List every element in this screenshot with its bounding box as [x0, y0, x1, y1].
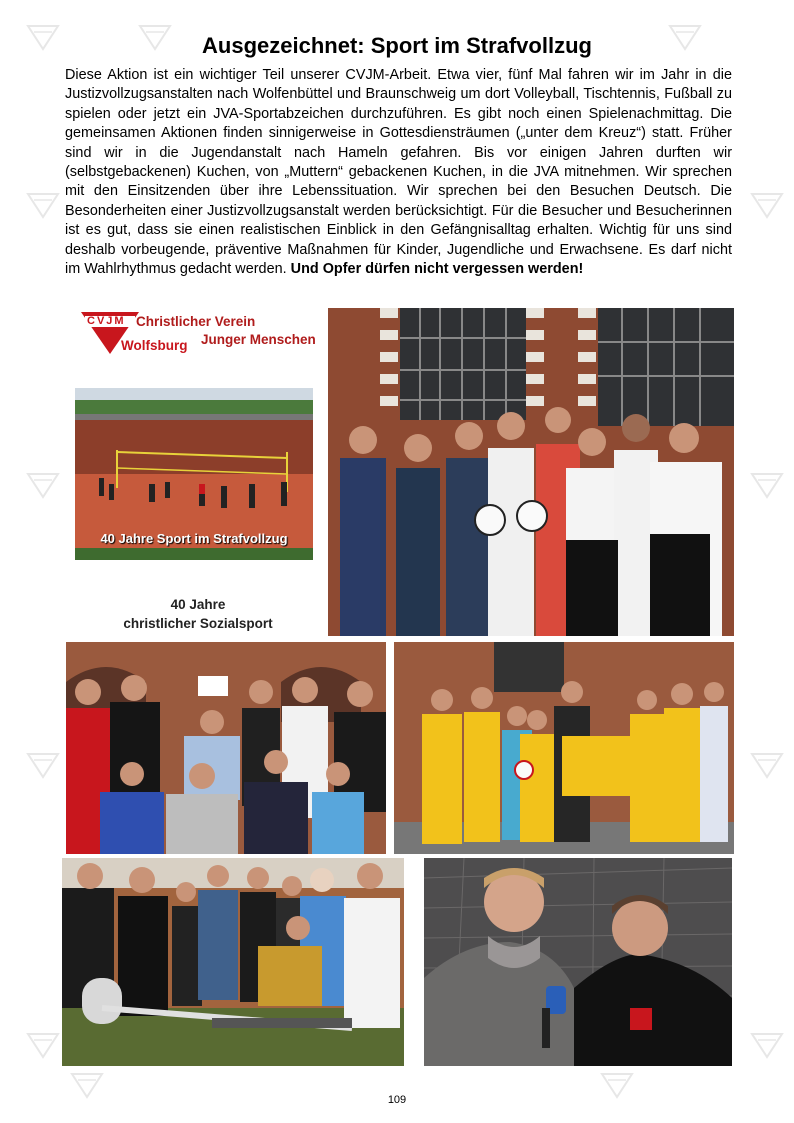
body-text: Diese Aktion ist ein wichtiger Teil unserer CVJM-Arbeit. Etwa vier, fünf Mal fahren wir im Jahr in die Justizvollzugsanstalten nach Wolfenbüttel und Braunschweig um dort Volleyball, Tischtennis, Fußball zu spielen oder jetzt ein JVA-Sportabzeichen durchzuführen. Es gibt noch einen Spielenachmittag. Die gemeinsamen Aktionen finden sinnigerweise in Gottesdiensträumen („unter dem Kreuz“) statt. Früher sind wir in die Jugendanstalt nach Hameln gefahren. Bis vor einigen Jahren durften wir (selbstgebackenen) Kuchen, von „Muttern“ gebackenen Kuchen, in die JVA mitnehmen. Wir sprechen mit den Einsitzenden über ihre Lebenssituation. Wir sprechen bei den Besuchen Deutsch. Die Besonderheiten einer Justizvollzugsanstalt werden berücksichtigt. Für die Besucher und Besucherinnen ist es gut, dass sie einen realistischen Einblick in den Gefängnisalltag erhalten. Wichtig für uns sind deshalb vorbeugende, präventive Maßnahmen für Kinder, Jugendliche und Erwachsene. Es darf nicht im Wahlrhythmus gedacht werden. [65, 67, 732, 278]
watermark-logo [26, 1030, 60, 1060]
watermark-logo [750, 190, 784, 220]
cover-subtitle-line1: 40 Jahre [170, 597, 226, 612]
watermark-logo [26, 190, 60, 220]
logo-letters: CVJM [87, 315, 126, 327]
logo-city: Wolfsburg [121, 338, 188, 353]
team-photo-balls [328, 308, 734, 636]
watermark-logo [26, 470, 60, 500]
watermark-logo [750, 470, 784, 500]
volleyball-court-photo [75, 388, 313, 560]
team-photo-rowing [62, 858, 404, 1066]
org-name-line2: Junger Menschen [201, 332, 316, 347]
watermark-logo [750, 750, 784, 780]
watermark-logo [750, 1030, 784, 1060]
team-photo-yellow-shirts [394, 642, 734, 854]
body-bold-statement: Und Opfer dürfen nicht vergessen werden! [290, 261, 584, 278]
page-number: 109 [387, 1094, 407, 1106]
watermark-logo [26, 750, 60, 780]
interview-photo [424, 858, 732, 1066]
page-title: Ausgezeichnet: Sport im Strafvollzug [202, 33, 592, 58]
cover-subtitle-line2: christlicher Sozialsport [123, 616, 273, 631]
photo-caption: 40 Jahre Sport im Strafvollzug [100, 531, 288, 546]
flyer-cover [71, 308, 325, 638]
team-photo-gym [66, 642, 386, 854]
org-name-line1: Christlicher Verein [136, 314, 256, 329]
body-paragraph [65, 66, 732, 279]
